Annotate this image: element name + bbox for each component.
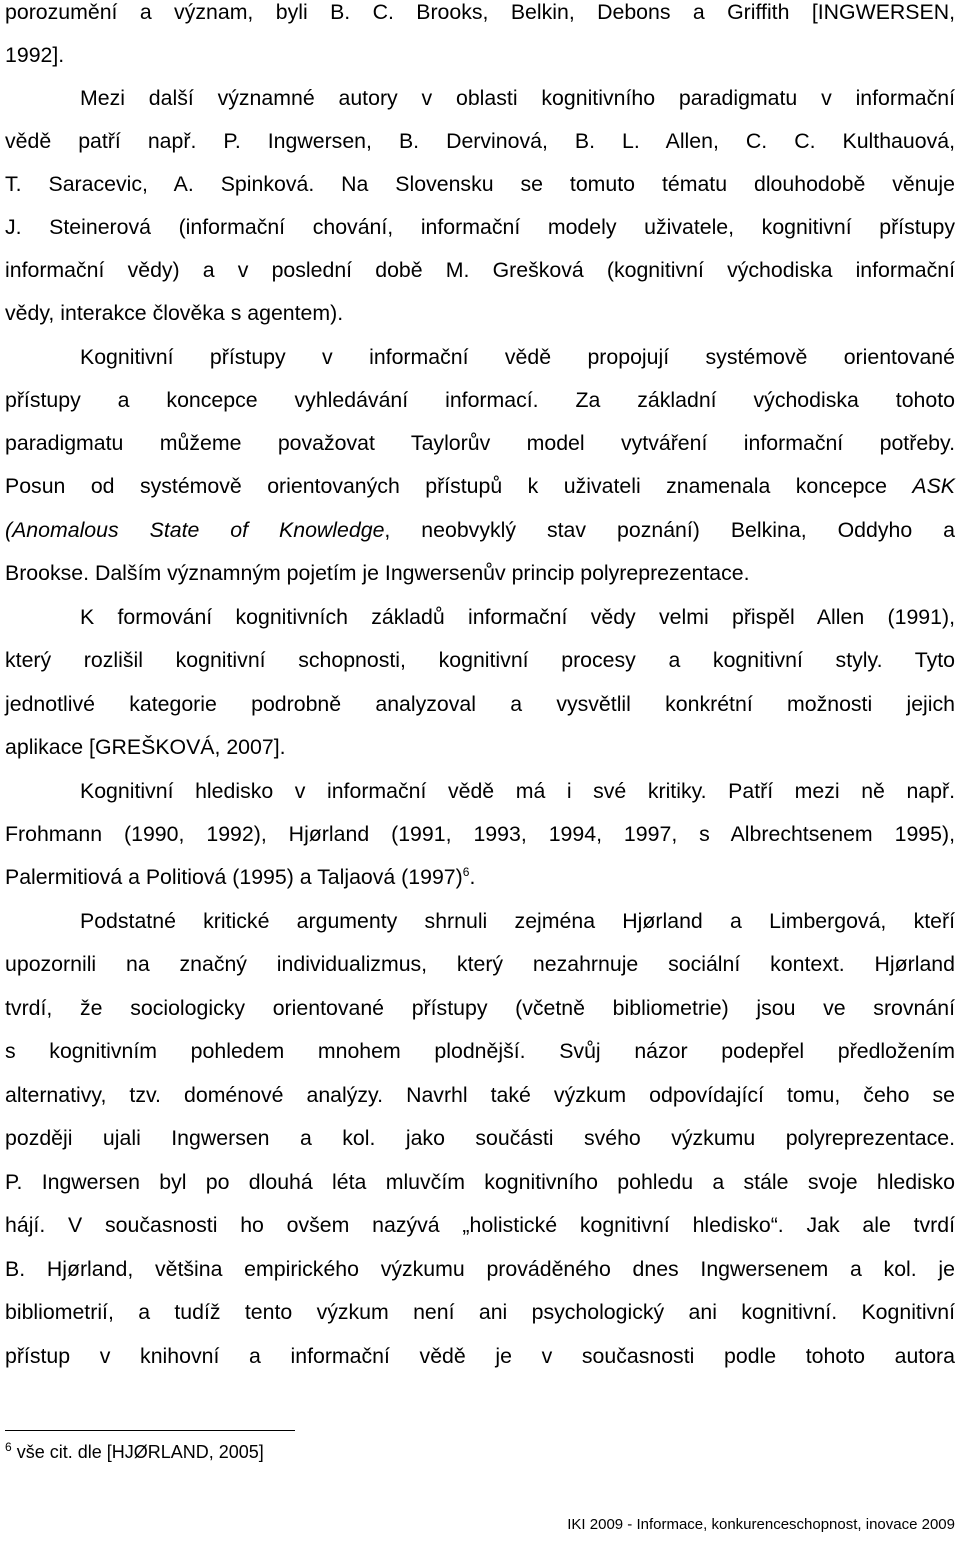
text-line: alternativy, tzv. doménové analýzy. Navrhl také výzkum odpovídající tomu, čeho se — [5, 1083, 955, 1107]
text-line: vědy, interakce člověka s agentem). — [5, 301, 344, 325]
text-line: Kognitivní přístupy v informační vědě propojují systémově orientované — [80, 345, 955, 369]
text-line: T. Saracevic, A. Spinková. Na Slovensku se tomuto tématu dlouhodobě věnuje — [5, 172, 955, 196]
text-line: Frohmann (1990, 1992), Hjørland (1991, 1993, 1994, 1997, s Albrechtsenem 1995), — [5, 822, 955, 846]
text-run: Palermitiová a Politiová (1995) a Taljaová (1997) — [5, 865, 463, 889]
text-line: 1992]. — [5, 43, 65, 67]
text-run: , neobvyklý stav poznání) Belkina, Oddyho a — [384, 518, 955, 542]
footnote-text: vše cit. dle [HJØRLAND, 2005] — [11, 1442, 264, 1462]
text-line: s kognitivním pohledem mnohem plodnější. Svůj názor podepřel předložením — [5, 1039, 955, 1063]
text-run: Posun od systémově orientovaných přístupů k uživateli znamenala koncepce — [5, 474, 913, 498]
text-line: tvrdí, že sociologicky orientované přístupy (včetně bibliometrie) jsou ve srovnání — [5, 996, 955, 1020]
text-line: aplikace [GREŠKOVÁ, 2007]. — [5, 735, 286, 759]
text-line: P. Ingwersen byl po dlouhá léta mluvčím kognitivního pohledu a stále svoje hledisko — [5, 1170, 955, 1194]
text-line — [5, 510, 955, 550]
footnote-reference: 6 — [462, 864, 470, 879]
text-run-italic: (Anomalous State of Knowledge — [5, 518, 385, 542]
text-line: později ujali Ingwersen a kol. jako součásti svého výzkumu polyreprezentace. — [5, 1126, 955, 1150]
text-line: paradigmatu můžeme považovat Taylorův model vytváření informační potřeby. — [5, 431, 955, 455]
text-line: Podstatné kritické argumenty shrnuli zejména Hjørland a Limbergová, kteří — [80, 909, 955, 933]
text-line: K formování kognitivních základů informační vědy velmi přispěl Allen (1991), — [80, 605, 955, 629]
text-line: přístup v knihovní a informační vědě je v současnosti podle tohoto autora — [5, 1344, 955, 1368]
text-line: J. Steinerová (informační chování, informační modely uživatele, kognitivní přístupy — [5, 215, 955, 239]
text-line — [5, 857, 955, 897]
text-line: jednotlivé kategorie podrobně analyzoval a vysvětlil konkrétní možnosti jejich — [5, 692, 955, 716]
footnote — [5, 1438, 264, 1466]
text-run: . — [469, 865, 476, 889]
text-line: bibliometrií, a tudíž tento výzkum není ani psychologický ani kognitivní. Kognitivní — [5, 1300, 955, 1324]
footnote-mark: 6 — [5, 1440, 12, 1454]
text-line: upozornili na značný individualizmus, který nezahrnuje sociální kontext. Hjørland — [5, 952, 955, 976]
text-line: hájí. V současnosti ho ovšem nazývá „holistické kognitivní hledisko“. Jak ale tvrdí — [5, 1213, 955, 1237]
footnote-separator — [5, 1430, 295, 1431]
text-line: porozumění a význam, byli B. C. Brooks, Belkin, Debons a Griffith [INGWERSEN, — [5, 0, 955, 24]
text-line: Brookse. Dalším významným pojetím je Ingwersenův princip polyreprezentace. — [5, 561, 750, 585]
text-line: Mezi další významné autory v oblasti kognitivního paradigmatu v informační — [80, 86, 955, 110]
page-footer: IKI 2009 - Informace, konkurenceschopnost, inovace 2009 — [567, 1516, 955, 1533]
text-run-italic: ASK — [912, 474, 955, 498]
text-line: vědě patří např. P. Ingwersen, B. Dervinová, B. L. Allen, C. C. Kulthauová, — [5, 129, 955, 153]
text-line — [5, 466, 955, 506]
text-line: přístupy a koncepce vyhledávání informací. Za základní východiska tohoto — [5, 388, 955, 412]
text-line: informační vědy) a v poslední době M. Grešková (kognitivní východiska informační — [5, 258, 955, 282]
text-line: B. Hjørland, většina empirického výzkumu prováděného dnes Ingwersenem a kol. je — [5, 1257, 955, 1281]
text-line: Kognitivní hledisko v informační vědě má i své kritiky. Patří mezi ně např. — [80, 779, 955, 803]
text-line: který rozlišil kognitivní schopnosti, kognitivní procesy a kognitivní styly. Tyto — [5, 648, 955, 672]
